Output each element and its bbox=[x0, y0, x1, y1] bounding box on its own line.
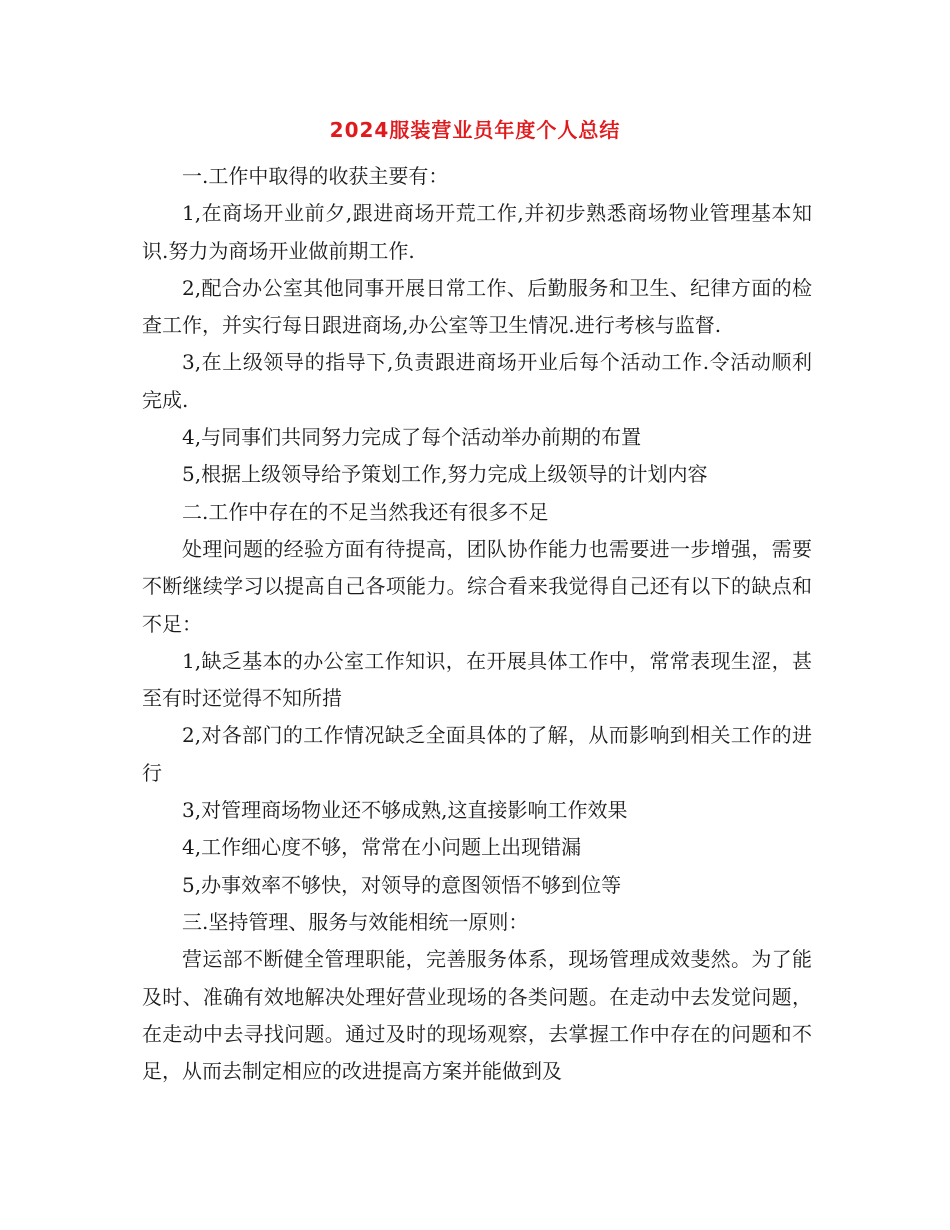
paragraph: 5,根据上级领导给予策划工作,努力完成上级领导的计划内容 bbox=[182, 462, 708, 487]
paragraph: 1,在商场开业前夕,跟进商场开荒工作,并初步熟悉商场物业管理基本知识.努力为商场开业做前期工作. bbox=[142, 201, 812, 263]
paragraph: 4,工作细心度不够，常常在小问题上出现错漏 bbox=[182, 835, 582, 860]
paragraph: 二.工作中存在的不足当然我还有很多不足 bbox=[182, 499, 549, 524]
paragraph: 营运部不断健全管理职能，完善服务体系，现场管理成效斐然。为了能及时、准确有效地解决处理好营业现场的各类问题。在走动中去发觉问题，在走动中去寻找问题。通过及时的现场观察，去掌握工作中存在的问题和不足，从而去制定相应的改进提高方案并能做到及 bbox=[142, 947, 812, 1084]
paragraph: 三.坚持管理、服务与效能相统一原则： bbox=[182, 909, 529, 934]
paragraph: 一.工作中取得的收获主要有： bbox=[182, 164, 449, 188]
paragraph: 3,在上级领导的指导下,负责跟进商场开业后每个活动工作.令活动顺利完成. bbox=[142, 350, 812, 412]
document-title: 2024服装营业员年度个人总结 bbox=[329, 118, 621, 142]
paragraph: 4,与同事们共同努力完成了每个活动举办前期的布置 bbox=[182, 425, 642, 450]
paragraph: 2,配合办公室其他同事开展日常工作、后勤服务和卫生、纪律方面的检查工作，并实行每日跟进商场,办公室等卫生情况.进行考核与监督. bbox=[142, 275, 812, 338]
paragraph: 5,办事效率不够快，对领导的意图领悟不够到位等 bbox=[182, 872, 622, 897]
paragraph: 处理问题的经验方面有待提高，团队协作能力也需要进一步增强，需要不断继续学习以提高自己各项能力。综合看来我觉得自己还有以下的缺点和不足： bbox=[142, 536, 812, 636]
document-body bbox=[142, 158, 812, 1090]
paragraph: 1,缺乏基本的办公室工作知识，在开展具体工作中，常常表现生涩，甚至有时还觉得不知所措 bbox=[142, 648, 812, 711]
paragraph: 3,对管理商场物业还不够成熟,这直接影响工作效果 bbox=[182, 798, 628, 823]
paragraph: 2,对各部门的工作情况缺乏全面具体的了解，从而影响到相关工作的进行 bbox=[142, 723, 812, 785]
